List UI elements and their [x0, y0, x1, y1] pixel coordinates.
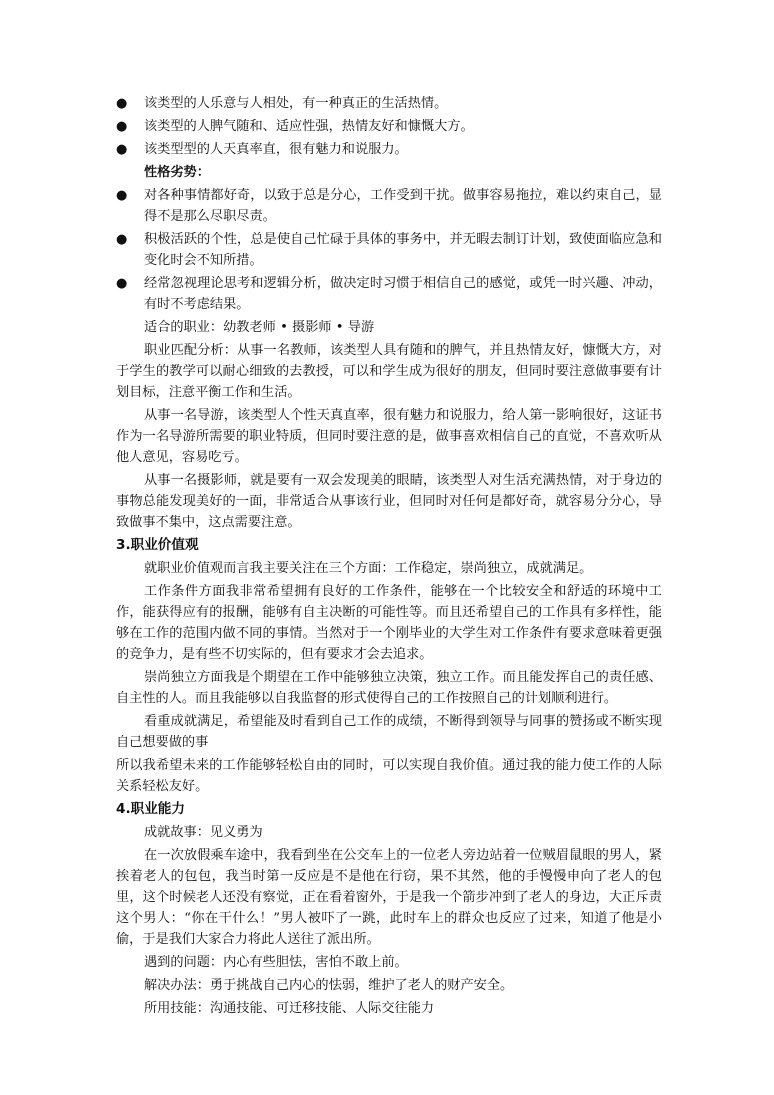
paragraph: 所以我希望未来的工作能够轻松自由的同时，可以实现自我价值。通过我的能力使工作的人际关系轻松友好。: [116, 758, 662, 794]
paragraph: 职业匹配分析：从事一名教师，该类型人具有随和的脾气，并且热情友好，慷慨大方，对于学生的教学可以耐心细致的去教授，可以和学生成为很好的朋友，但同时要注意做事要有计划目标，注意平衡工作和生活。: [116, 343, 662, 400]
weakness-bullet: [116, 229, 662, 271]
paragraph: 解决办法：勇于挑战自己内心的怯弱，维护了老人的财产安全。: [144, 978, 514, 993]
bullet-dot-icon: ●: [116, 188, 128, 203]
paragraph: 崇尚独立方面我是个期望在工作中能够独立决策，独立工作。而且能发挥自己的责任感、自主性的人。而且我能够以自我监督的形式使得自己的工作按照自己的计划顺利进行。: [116, 670, 662, 706]
strength-bullet: [116, 93, 662, 114]
bullet-dot-icon: ●: [116, 276, 128, 291]
section-heading: 3.职业价值观: [116, 537, 199, 553]
paragraph: 看重成就满足，希望能及时看到自己工作的成绩，不断得到领导与同事的赞扬或不断实现自己想要做的事: [116, 714, 662, 750]
paragraph: 遇到的问题：内心有些胆怯，害怕不敢上前。: [144, 955, 408, 970]
bullet-dot-icon: ●: [116, 119, 128, 134]
bullet-text: 对各种事情都好奇，以致于总是分心，工作受到干扰。做事容易拖拉，难以约束自己，显得不是那么尽职尽责。: [144, 188, 662, 224]
bullet-text: 该类型型的人天真率直，很有魅力和说服力。: [144, 142, 408, 157]
bullet-text: 经常忽视理论思考和逻辑分析，做决定时习惯于相信自己的感觉，或凭一时兴趣、冲动，有时不考虑结果。: [144, 276, 662, 312]
bullet-dot-icon: ●: [116, 96, 128, 111]
bullet-text: 该类型的人脾气随和、适应性强，热情友好和慷慨大方。: [144, 119, 474, 134]
strength-bullet: [116, 116, 662, 137]
paragraph: 成就故事：见义勇为: [144, 825, 263, 840]
weakness-bullet: [116, 273, 662, 315]
bullet-text: 积极活跃的个性，总是使自己忙碌于具体的事务中，并无暇去制订计划，致使面临应急和变化时会不知所措。: [144, 232, 662, 268]
bullet-text: 该类型的人乐意与人相处，有一种真正的生活热情。: [144, 96, 448, 111]
paragraph: 从事一名导游，该类型人个性天真直率，很有魅力和说服力，给人第一影响很好，这证书作为一名导游所需要的职业特质，但同时要注意的是，做事喜欢相信自己的直觉，不喜欢听从他人意见，容易吃亏。: [116, 408, 662, 465]
paragraph: 所用技能：沟通技能、可迁移技能、人际交往能力: [144, 1001, 435, 1016]
paragraph: 工作条件方面我非常希望拥有良好的工作条件，能够在一个比较安全和舒适的环境中工作，能获得应有的报酬，能够有自主决断的可能性等。而且还希望自己的工作具有多样性，能够在工作的范围内做不同的事情。当然对于一个刚毕业的大学生对工作条件有要求意味着更强的竞争力，是有些不切实际的，但有要求才会去追求。: [116, 584, 662, 662]
document-body: [116, 93, 662, 1021]
paragraph: 就职业价值观而言我主要关注在三个方面：工作稳定，崇尚独立，成就满足。: [144, 561, 593, 576]
weakness-bullet: [116, 185, 662, 227]
paragraph: 从事一名摄影师，就是要有一双会发现美的眼睛，该类型人对生活充满热情，对于身边的事物总能发现美好的一面，非常适合从事该行业，但同时对任何是都好奇，就容易分分心，导致做事不集中，这点需要注意。: [116, 473, 662, 530]
bullet-dot-icon: ●: [116, 142, 128, 157]
strength-bullet: [116, 139, 662, 160]
paragraph: 在一次放假乘车途中，我看到坐在公交车上的一位老人旁边站着一位贼眉鼠眼的男人，紧挨着老人的包包，我当时第一反应是不是他在行窃，果不其然，他的手慢慢申向了老人的包里，这个时候老人还没有察觉，正在看着窗外，于是我一个箭步冲到了老人的身边，大正斥责这个男人：“你在干什么！”男人被吓了一跳，此时车上的群众也反应了过来，知道了他是小偷，于是我们大家合力将此人送往了派出所。: [116, 848, 662, 947]
weakness-title: 性格劣势：: [144, 165, 210, 180]
suitable-careers: 适合的职业：幼教老师 • 摄影师 • 导游: [144, 320, 375, 335]
bullet-dot-icon: ●: [116, 232, 128, 247]
section-heading: 4.职业能力: [116, 801, 185, 817]
